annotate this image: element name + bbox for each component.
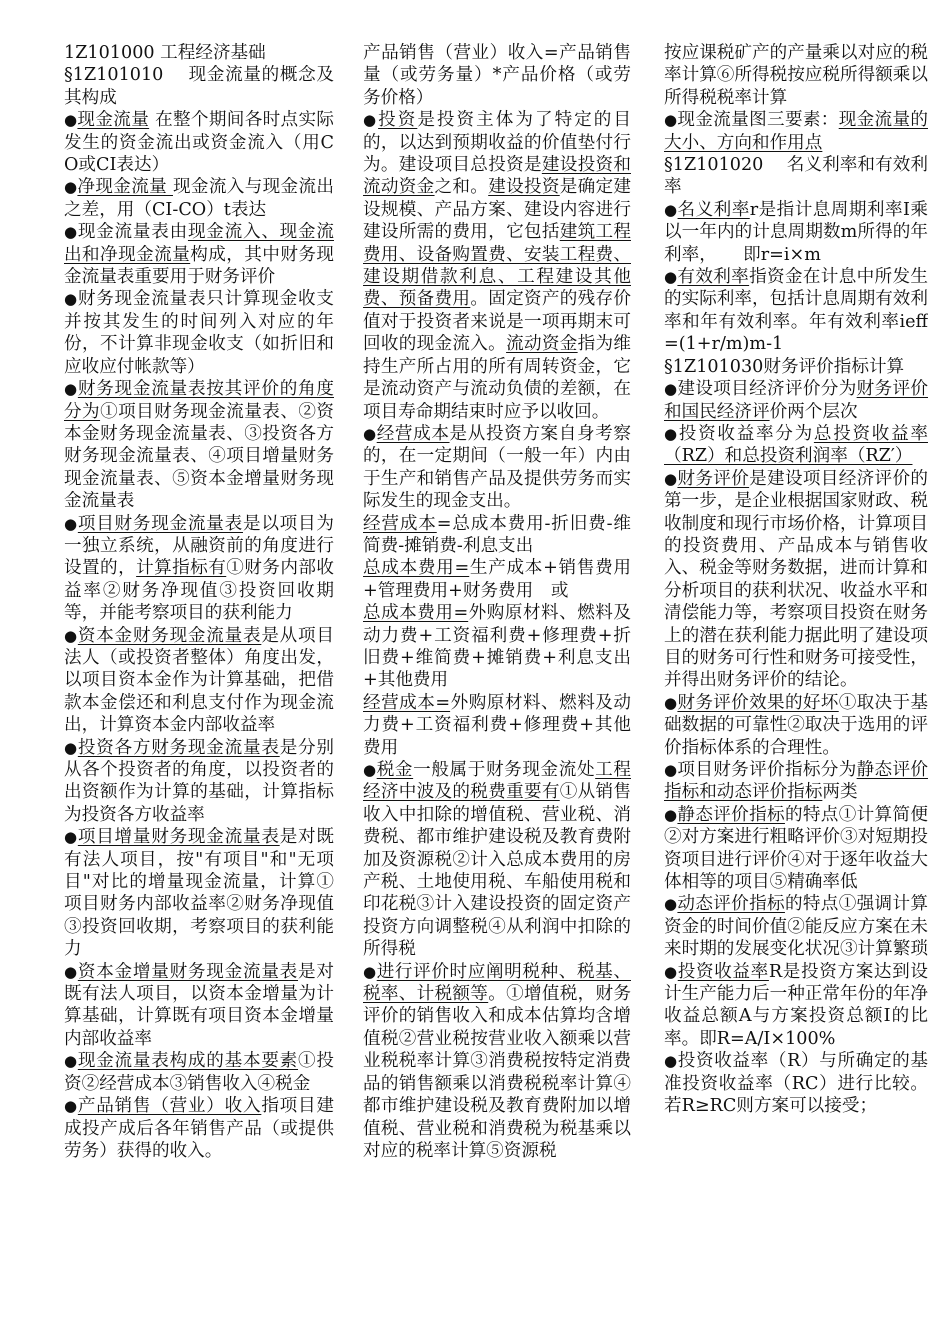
paragraph <box>64 109 334 176</box>
underlined-term: 资本金增量财务现金流量表 <box>77 961 299 982</box>
text-run: 现金流量表由 <box>77 222 188 243</box>
paragraph <box>664 356 928 378</box>
text-run: 指资金在计息中所发生的实际利率，包括计息周期有效利率和年有效利率。年有效利率ieff=(1+r/m)m-1 <box>664 267 928 355</box>
bullet-icon: ● <box>64 1052 78 1071</box>
underlined-term: 工程经济中波及的税费重要有 <box>363 760 631 803</box>
underlined-term: 产品销售（营业）收入 <box>77 1096 262 1117</box>
underlined-term: 建筑工程费用、设备购置费、安装工程费、建设期借款利息、工程建设其他费、预备费用 <box>363 222 631 310</box>
paragraph <box>664 468 928 692</box>
underlined-term: 名义利率 <box>677 199 750 220</box>
underlined-term: 总成本费用= <box>363 603 469 624</box>
text-run: 现金流入与现金流出之差，用（CI-CO）t表达 <box>64 177 334 220</box>
text-run: §1Z101030财务评价指标计算 <box>664 356 905 377</box>
underlined-term: 投资 <box>378 110 418 131</box>
bullet-icon: ● <box>64 380 78 399</box>
bullet-icon: ● <box>664 111 678 130</box>
bullet-icon: ● <box>64 738 78 757</box>
underlined-term: 项目财务现金流量表 <box>77 513 243 534</box>
underlined-term: 现金流量 <box>77 110 150 131</box>
text-run: ①从销售收入中扣除的增值税、营业税、消费税、都市维护建设税及教育费附加及资源税②计入总成本费用的房产税、土地使用税、车船使用税和印花税③计入建设投资的固定资产投资方向调整税④从利润中扣除的所得税 <box>363 782 631 960</box>
bullet-icon: ● <box>64 290 78 309</box>
underlined-term: 建设投资和流动资金 <box>363 155 631 198</box>
text-run: 一般属于财务现金流处 <box>413 760 596 780</box>
bullet-icon: ● <box>664 1052 678 1071</box>
underlined-term: 有效利率 <box>677 267 750 288</box>
bullet-icon: ● <box>664 895 678 914</box>
paragraph <box>64 176 334 221</box>
paragraph <box>363 423 631 513</box>
bullet-icon: ● <box>64 178 78 197</box>
underlined-term: 总投资收益率（RZ）和总投资利润率（RZ′） <box>664 423 928 467</box>
underlined-term: 现金流量表构成的基本要素 <box>77 1051 299 1072</box>
bullet-icon: ● <box>64 514 78 533</box>
text-run: 建设项目经济评价分为 <box>677 379 857 400</box>
text-run: 。①增值税，财务评价的销售收入和成本估算均含增值税②营业税按营业收入额乘以营业税税率计算③消费税按特定消费品的销售额乘以消费税税率计算④都市维护建设税及教育费附加以增值税、营业税和消费税为税基乘以对应的税率计算⑤资源税 <box>363 984 631 1161</box>
paragraph <box>664 42 928 109</box>
text-run: §1Z101020 名义利率和有效利率 <box>664 155 928 198</box>
text-run: 是对既有法人项目，按"有项目"和"无项目"对比的增量现金流量，计算①项目财务内部收益率②财务净现值③投资回收期，考察项目的获利能力 <box>64 827 334 960</box>
paragraph <box>664 423 928 468</box>
text-run: 。固定资产的残存价值对于投资者来说是一项再期末可回收的现金流入。 <box>363 289 631 355</box>
paragraph <box>64 513 334 625</box>
paragraph <box>664 804 928 894</box>
underlined-term: 财务评价和国民经济评 <box>664 379 928 422</box>
paragraph <box>363 692 631 759</box>
text-run: ①财务内部收益率②财务净现值③投资回收期等，并能考察项目的获利能力 <box>64 558 334 624</box>
text-run: 外购原材料、燃料及动力费+工资福利费+修理费+其他费用 <box>363 692 631 758</box>
bullet-icon: ● <box>64 111 78 130</box>
bullet-icon: ● <box>664 805 678 824</box>
underlined-term: 动态评价指标 <box>677 894 785 915</box>
paragraph <box>664 893 928 960</box>
underlined-term: 静态评价指标和动态评价指标 <box>664 760 928 803</box>
underlined-term: 现金流入、现金流出和净现金流量 <box>64 222 334 265</box>
bullet-icon: ● <box>664 469 678 488</box>
text-run: 构成，其中财务现金流量表重要用于财务评价 <box>64 244 334 288</box>
paragraph <box>664 961 928 1051</box>
bullet-icon: ● <box>664 268 678 287</box>
paragraph <box>664 154 928 199</box>
text-run: 是确定建设规模、产品方案、建设内容进行建设所需的费用，它包括 <box>363 177 631 243</box>
paragraph <box>363 42 631 109</box>
text-run: 是建设项目经济评价的第一步，是企业根据国家财政、税收制度和现行市场价格，计算项目的投资费用、产品成本与销售收入、税金等财务数据，进而计算和分析项目的获利状况、收益水平和清偿能力等，考察项目投资在财务上的潜在获利能力据此明了建设项目的财务可行性和财务可接受性，并得出财务评价的结论。 <box>664 468 928 691</box>
underlined-term: 项目增量财务现金流量表 <box>77 827 280 848</box>
bullet-icon: ● <box>664 380 678 399</box>
underlined-term: 经营成本= <box>363 692 451 713</box>
underlined-term: 经营成本 <box>376 423 450 444</box>
underlined-term: 计算指标有 <box>136 558 227 579</box>
paragraph <box>64 42 334 64</box>
text-run: 指为维持生产所占用的所有周转资金，它是流动资产与流动负债的差额，在项目寿命期结束时应予以收回。 <box>363 334 631 422</box>
text-run: 1Z101000 工程经济基础 <box>64 43 266 63</box>
text-run: 是从项目法人（或投资者整体）角度出发，以项目资本金作为计算基础，把借款本金偿还和利息支付作为现金流出，计算资本金内部收益率 <box>64 625 334 736</box>
text-run: §1Z101010 现金流量的概念及其构成 <box>64 65 334 108</box>
underlined-term: 投资各方财务现金流量表 <box>77 737 280 758</box>
text-run: 是以项目为一独立系统，从融资前的角度进行设置的， <box>64 513 334 579</box>
underlined-term: 流动资金 <box>506 334 578 355</box>
bullet-icon: ● <box>64 962 78 981</box>
paragraph <box>64 288 334 378</box>
bullet-icon: ● <box>363 962 377 981</box>
paragraph <box>64 378 334 512</box>
text-run: 指项目建成投产成后各年销售产品（或提供劳务）获得的收入。 <box>64 1096 334 1161</box>
underlined-term: 经营成本 <box>363 513 437 534</box>
text-run: 是从投资方案自身考察的，在一定期间（一般一年）内由于生产和销售产品及提供劳务而实际发生的现金支出。 <box>363 423 631 512</box>
text-column-1 <box>64 42 334 1162</box>
text-run: 投资收益率分为 <box>678 423 814 444</box>
text-run: 的特点①强调计算资金的时间价值②能反应方案在未来时期的发展变化状况③计算繁琐 <box>664 894 928 960</box>
text-run: 投资收益率（R）与所确定的基准投资收益率（RC）进行比较。若R≥RC则方案可以接受； <box>664 1051 928 1117</box>
bullet-icon: ● <box>64 626 78 645</box>
text-run: 的特点①计算简便②对方案进行粗略评价③对短期投资项目进行评价④对于逐年收益大体相等的项目⑤精确率低 <box>664 804 928 893</box>
paragraph <box>664 692 928 759</box>
bullet-icon: ● <box>664 761 678 779</box>
text-run: 外购原材料、燃料及动力费+工资福利费+修理费+折旧费+维简费+摊销费+利息支出+其他费用 <box>363 603 631 691</box>
bullet-icon: ● <box>64 223 78 242</box>
paragraph <box>64 1095 334 1162</box>
paragraph <box>64 625 334 737</box>
paragraph <box>363 109 631 423</box>
text-run: ①项目财务现金流量表、②资本金财务现金流量表、③投资各方财务现金流量表、④项目增量财务现金流量表、⑤资本金增量财务现金流量表 <box>64 401 334 512</box>
bullet-icon: ● <box>363 424 377 443</box>
underlined-term: 净现金流量 <box>77 177 173 198</box>
underlined-term: 财务评价 <box>677 468 750 489</box>
paragraph <box>664 759 928 804</box>
bullet-icon: ● <box>664 962 678 981</box>
text-run: 按应课税矿产的产量乘以对应的税率计算⑥所得税按应税所得额乘以所得税税率计算 <box>664 43 928 108</box>
paragraph <box>664 1050 928 1117</box>
underlined-term: 建设投资 <box>488 177 560 198</box>
paragraph <box>664 266 928 356</box>
bullet-icon: ● <box>64 1097 78 1116</box>
paragraph <box>363 602 631 692</box>
underlined-term: 总成本费用= <box>363 558 470 579</box>
text-run: 是对既有法人项目，以资本金增量为计算基础，计算既有项目资本金增量内部收益率 <box>64 961 334 1049</box>
text-run: 价两个层次 <box>769 401 858 422</box>
text-run: =总成本费用-折旧费-维简费-摊销费-利息支出 <box>363 513 631 556</box>
paragraph <box>64 961 334 1051</box>
text-run: 是分别从各个投资者的角度，以投资者的出资额作为计算的基础，计算指标为投资各方收益率 <box>64 737 334 825</box>
text-run: ①投资②经营成本③销售收入④税金 <box>64 1051 334 1094</box>
paragraph <box>363 759 631 961</box>
paragraph <box>664 378 928 423</box>
underlined-term: 投资收益率 <box>677 961 769 982</box>
underlined-term: 静态评价指标 <box>677 804 785 825</box>
paragraph <box>363 557 631 602</box>
paragraph <box>363 513 631 558</box>
paragraph <box>64 737 334 827</box>
text-run: 在整个期间各时点实际发生的资金流出或资金流入（用CO或CI表达） <box>64 110 334 176</box>
underlined-term: 税金 <box>376 760 414 780</box>
underlined-term: 资本金财务现金流量表 <box>77 625 262 646</box>
bullet-icon: ● <box>664 424 679 443</box>
paragraph <box>64 826 334 960</box>
bullet-icon: ● <box>363 761 377 779</box>
bullet-icon: ● <box>363 111 379 130</box>
underlined-term: 进行评价时应阐明税种、税基、税率、计税额等 <box>363 961 631 1005</box>
bullet-icon: ● <box>664 200 678 219</box>
underlined-term: 现金流量的大小、方向和作用点 <box>664 110 928 153</box>
underlined-term: 财务评价效果的好坏 <box>677 692 839 713</box>
text-run: 现金流量图三要素： <box>677 110 839 131</box>
underlined-term: 财务现金流量表按其评价的角度分为 <box>64 379 334 422</box>
text-run: 之和。 <box>434 177 489 198</box>
text-run: 产品销售（营业）收入=产品销售量（或劳务量）*产品价格（或劳务价格） <box>363 43 631 108</box>
paragraph <box>64 221 334 288</box>
text-column-2 <box>363 42 631 1162</box>
text-run: ①取决于基础数据的可靠性②取决于选用的评价指标体系的合理性。 <box>664 692 928 758</box>
text-run: 是投资主体为了特定的目的，以达到预期收益的价值垫付行为。建设项目总投资是 <box>363 110 631 176</box>
paragraph <box>363 961 631 1163</box>
text-run: r是指计息周期利率I乘以一年内的计息周期数m所得的年利率， 即r=i×m <box>664 199 928 265</box>
text-run: 项目财务评价指标分为 <box>677 760 857 780</box>
text-run: R是投资方案达到设计生产能力后一种正常年份的年净收益总额A与方案投资总额I的比率。即R=A/I×100% <box>664 961 928 1049</box>
text-column-3 <box>664 42 928 1118</box>
paragraph <box>64 1050 334 1095</box>
paragraph <box>64 64 334 109</box>
bullet-icon: ● <box>664 693 678 712</box>
paragraph <box>664 199 928 266</box>
text-run: 两类 <box>822 782 858 803</box>
bullet-icon: ● <box>64 828 78 847</box>
text-run: 生产成本+销售费用+管理费用+财务费用 或 <box>363 558 631 601</box>
text-run: 财务现金流量表只计算现金收支并按其发生的时间列入对应的年份，不计算非现金收支（如折旧和应收应付帐款等） <box>64 289 334 377</box>
paragraph <box>664 109 928 154</box>
